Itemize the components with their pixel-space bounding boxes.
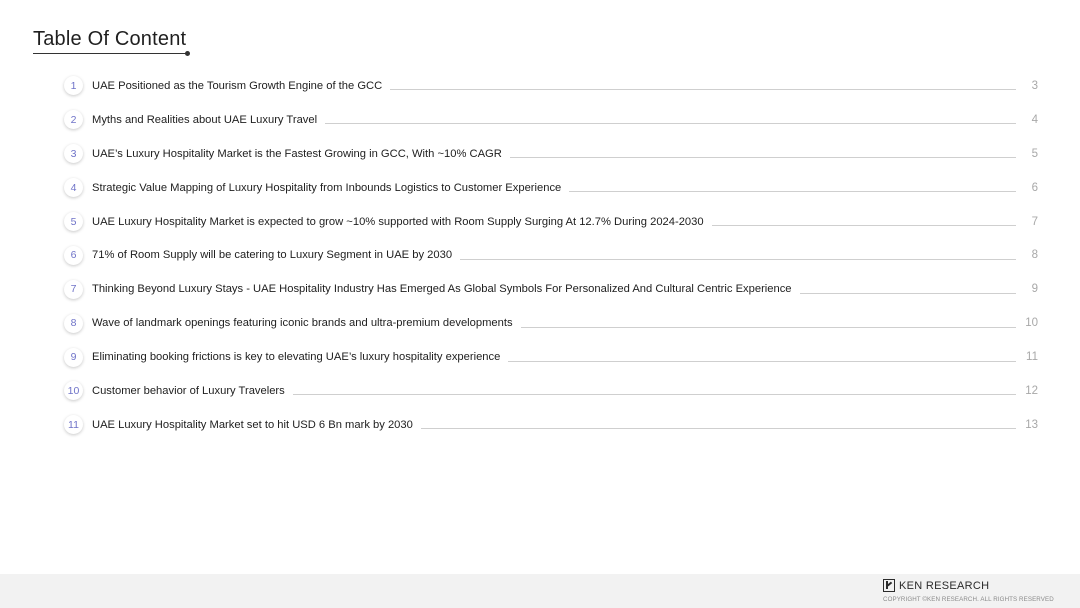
toc-entry-number-badge: 8: [64, 314, 83, 333]
toc-entry-page-number: 6: [1031, 181, 1038, 194]
toc-entry[interactable]: [62, 408, 1042, 442]
toc-entry-page-number: 5: [1031, 147, 1038, 160]
toc-entry-number-badge: 2: [64, 110, 83, 129]
toc-entry[interactable]: [62, 205, 1042, 239]
toc-entry[interactable]: [62, 238, 1042, 272]
toc-entry-number-badge: 10: [64, 381, 83, 400]
toc-entry-title: Wave of landmark openings featuring iconic brands and ultra-premium developments: [92, 317, 513, 330]
toc-entry-number-badge: 3: [64, 144, 83, 163]
toc-entry-number-badge: 11: [64, 415, 83, 434]
toc-entry[interactable]: [62, 306, 1042, 340]
toc-entry-title: UAE’s Luxury Hospitality Market is the Fastest Growing in GCC, With ~10% CAGR: [92, 147, 502, 160]
toc-entry[interactable]: [62, 340, 1042, 374]
toc-leader-line: [508, 361, 1016, 362]
toc-entry-page-number: 8: [1031, 249, 1038, 262]
toc-entry-number-badge: 4: [64, 178, 83, 197]
toc-entry-page-number: 12: [1025, 384, 1038, 397]
toc-entry[interactable]: [62, 69, 1042, 103]
footer: [0, 574, 1080, 608]
toc-entry-page-number: 7: [1031, 215, 1038, 228]
toc-entry-title: UAE Luxury Hospitality Market is expected to grow ~10% supported with Room Supply Surging At 12.7% During 2024-2030: [92, 215, 704, 228]
toc-leader-line: [325, 123, 1016, 124]
toc-entry-number-badge: 6: [64, 246, 83, 265]
toc-entry-number-badge: 9: [64, 348, 83, 367]
toc-leader-line: [293, 394, 1016, 395]
toc-entry-title: UAE Luxury Hospitality Market set to hit USD 6 Bn mark by 2030: [92, 418, 413, 431]
toc-entry-title: Strategic Value Mapping of Luxury Hospitality from Inbounds Logistics to Customer Experience: [92, 181, 562, 194]
toc-entry-number-badge: 1: [64, 76, 83, 95]
title-underline: [33, 53, 187, 54]
toc-entry[interactable]: [62, 103, 1042, 137]
toc-entry-title: 71% of Room Supply will be catering to Luxury Segment in UAE by 2030: [92, 249, 453, 262]
toc-entry[interactable]: [62, 137, 1042, 171]
toc-entry-title: Myths and Realities about UAE Luxury Travel: [92, 113, 318, 126]
toc-entry-title: UAE Positioned as the Tourism Growth Engine of the GCC: [92, 79, 383, 92]
toc-list: [62, 69, 1042, 442]
title-underline-dot: [185, 51, 190, 56]
toc-entry-page-number: 4: [1031, 113, 1038, 126]
ken-research-logo-icon: [883, 579, 895, 592]
toc-entry-title: Customer behavior of Luxury Travelers: [92, 384, 285, 397]
page-title: Table Of Content: [33, 28, 187, 50]
brand: [883, 579, 989, 592]
brand-name: KEN RESEARCH: [899, 579, 990, 592]
toc-entry[interactable]: [62, 272, 1042, 306]
toc-leader-line: [390, 89, 1016, 90]
toc-entry-title: Thinking Beyond Luxury Stays - UAE Hospitality Industry Has Emerged As Global Symbols For Personalized And Cultural Centric Experience: [92, 283, 792, 296]
toc-leader-line: [712, 225, 1016, 226]
toc-entry-page-number: 10: [1025, 317, 1038, 330]
copyright-text: COPYRIGHT ©KEN RESEARCH. ALL RIGHTS RESERVED: [883, 596, 1054, 603]
toc-entry-title: Eliminating booking frictions is key to elevating UAE’s luxury hospitality experience: [92, 351, 501, 364]
toc-entry-page-number: 3: [1031, 79, 1038, 92]
toc-leader-line: [460, 259, 1016, 260]
toc-entry-page-number: 11: [1026, 351, 1038, 364]
toc-leader-line: [800, 293, 1016, 294]
toc-leader-line: [421, 428, 1016, 429]
toc-leader-line: [510, 157, 1016, 158]
toc-leader-line: [569, 191, 1016, 192]
toc-leader-line: [521, 327, 1016, 328]
toc-entry-number-badge: 7: [64, 280, 83, 299]
toc-entry-page-number: 13: [1025, 418, 1038, 431]
toc-entry-page-number: 9: [1031, 283, 1038, 296]
toc-entry-number-badge: 5: [64, 212, 83, 231]
toc-entry[interactable]: [62, 171, 1042, 205]
toc-entry[interactable]: [62, 374, 1042, 408]
